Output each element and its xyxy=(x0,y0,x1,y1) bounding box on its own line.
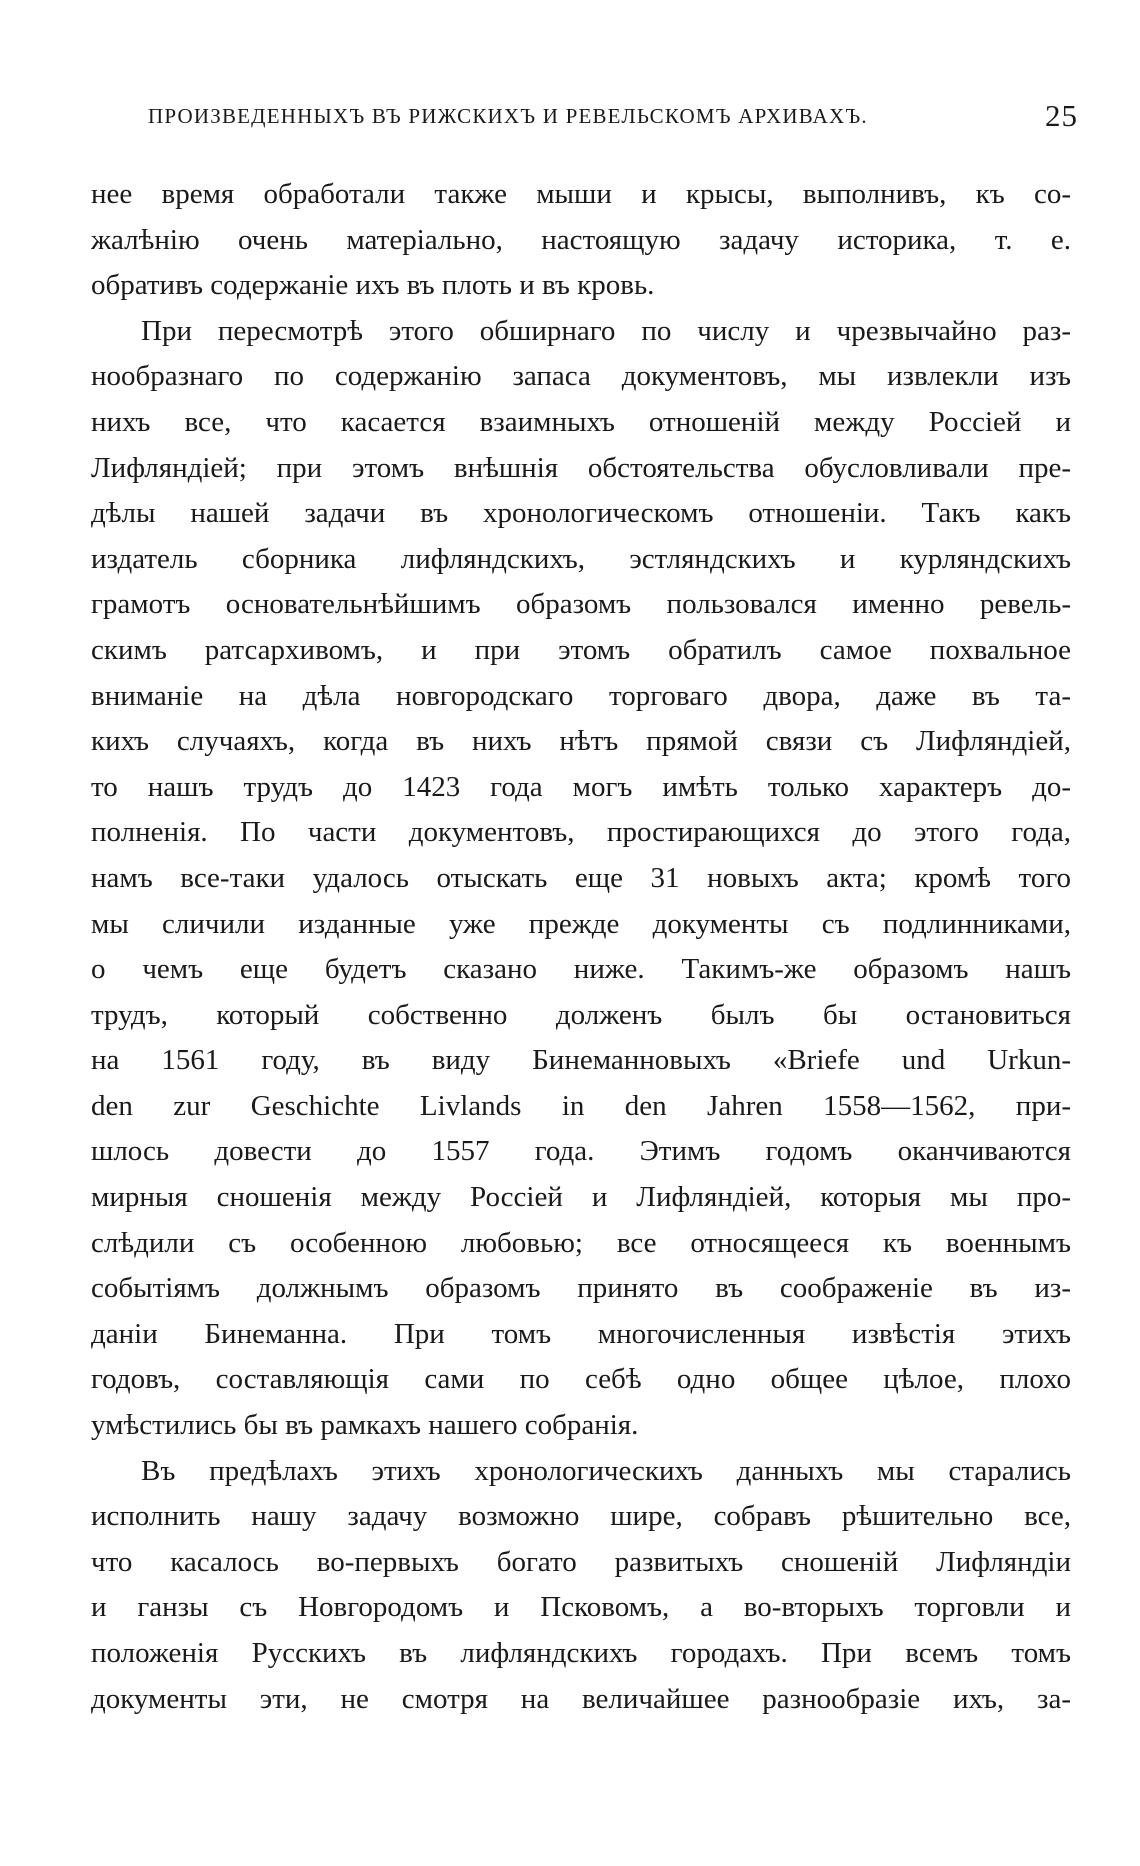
page-number: 25 xyxy=(1045,98,1078,133)
text-line: то нашъ трудъ до 1423 года могъ имѣть только характеръ до- xyxy=(91,770,1071,803)
text-line: мы сличили изданные уже прежде документы съ подлинниками, xyxy=(91,907,1071,940)
text-line: грамотъ основательнѣйшимъ образомъ пользовался именно ревель- xyxy=(91,588,1071,621)
text-line: и ганзы съ Новгородомъ и Псковомъ, а во-вторыхъ торговли и xyxy=(91,1591,1071,1624)
body-text xyxy=(91,172,1071,1722)
text-line: на 1561 году, въ виду Бинеманновыхъ «Briefe und Urkun- xyxy=(91,1044,1071,1077)
text-line-paragraph-start: Въ предѣлахъ этихъ хронологическихъ данныхъ мы старались xyxy=(141,1454,1071,1487)
text-line-paragraph-start: При пересмотрѣ этого обширнаго по числу и чрезвычайно раз- xyxy=(141,314,1071,347)
text-line: издатель сборника лифляндскихъ, эстляндскихъ и курляндскихъ xyxy=(91,542,1071,575)
text-line: дѣлы нашей задачи въ хронологическомъ отношеніи. Такъ какъ xyxy=(91,497,1071,530)
text-line: намъ все-таки удалось отыскать еще 31 новыхъ акта; кромѣ того xyxy=(91,861,1071,894)
text-line: исполнить нашу задачу возможно шире, собравъ рѣшительно все, xyxy=(91,1500,1071,1533)
running-title: ПРОИЗВЕДЕННЫХЪ ВЪ РИЖСКИХЪ И РЕВЕЛЬСКОМЪ АРХИВАХЪ. xyxy=(148,104,868,128)
text-line: обративъ содержаніе ихъ въ плоть и въ кровь. xyxy=(91,269,655,302)
text-line: слѣдили съ особенною любовью; все относящееся къ военнымъ xyxy=(91,1226,1071,1259)
text-line: нее время обработали также мыши и крысы, выполнивъ, къ со- xyxy=(91,178,1071,210)
text-line: жалѣнію очень матеріально, настоящую задачу историка, т. е. xyxy=(91,223,1071,256)
text-line: документы эти, не смотря на величайшее разнообразіе ихъ, за- xyxy=(91,1682,1071,1715)
text-line: шлось довести до 1557 года. Этимъ годомъ оканчиваются xyxy=(91,1135,1071,1168)
text-line: нообразнаго по содержанію запаса документовъ, мы извлекли изъ xyxy=(91,360,1071,393)
text-line: событіямъ должнымъ образомъ принято въ соображеніе въ из- xyxy=(91,1272,1071,1305)
text-line: Лифляндіей; при этомъ внѣшнія обстоятельства обусловливали пре- xyxy=(91,451,1071,484)
page-header xyxy=(148,98,1078,138)
text-line: den zur Geschichte Livlands in den Jahren 1558—1562, при- xyxy=(91,1089,1071,1122)
text-line: трудъ, который собственно долженъ былъ бы остановиться xyxy=(91,998,1071,1031)
text-line: полненія. По части документовъ, простирающихся до этого года, xyxy=(91,816,1071,849)
text-line: даніи Бинеманна. При томъ многочисленныя извѣстія этихъ xyxy=(91,1317,1071,1350)
text-line: мирныя сношенія между Россіей и Лифляндіей, которыя мы про- xyxy=(91,1181,1071,1214)
text-line: вниманіе на дѣла новгородскаго торговаго двора, даже въ та- xyxy=(91,679,1071,712)
text-line: годовъ, составляющія сами по себѣ одно общее цѣлое, плохо xyxy=(91,1363,1071,1396)
text-line: положенія Русскихъ въ лифляндскихъ городахъ. При всемъ томъ xyxy=(91,1637,1071,1669)
text-line: скимъ ратсархивомъ, и при этомъ обратилъ самое похвальное xyxy=(91,633,1071,666)
text-line: нихъ все, что касается взаимныхъ отношеній между Россіей и xyxy=(91,405,1071,438)
text-line: о чемъ еще будетъ сказано ниже. Такимъ-же образомъ нашъ xyxy=(91,953,1071,986)
text-line: что касалось во-первыхъ богато развитыхъ сношеній Лифляндіи xyxy=(91,1545,1071,1578)
text-line: умѣстились бы въ рамкахъ нашего собранія. xyxy=(91,1409,639,1442)
text-line: кихъ случаяхъ, когда въ нихъ нѣтъ прямой связи съ Лифляндіей, xyxy=(91,725,1071,758)
